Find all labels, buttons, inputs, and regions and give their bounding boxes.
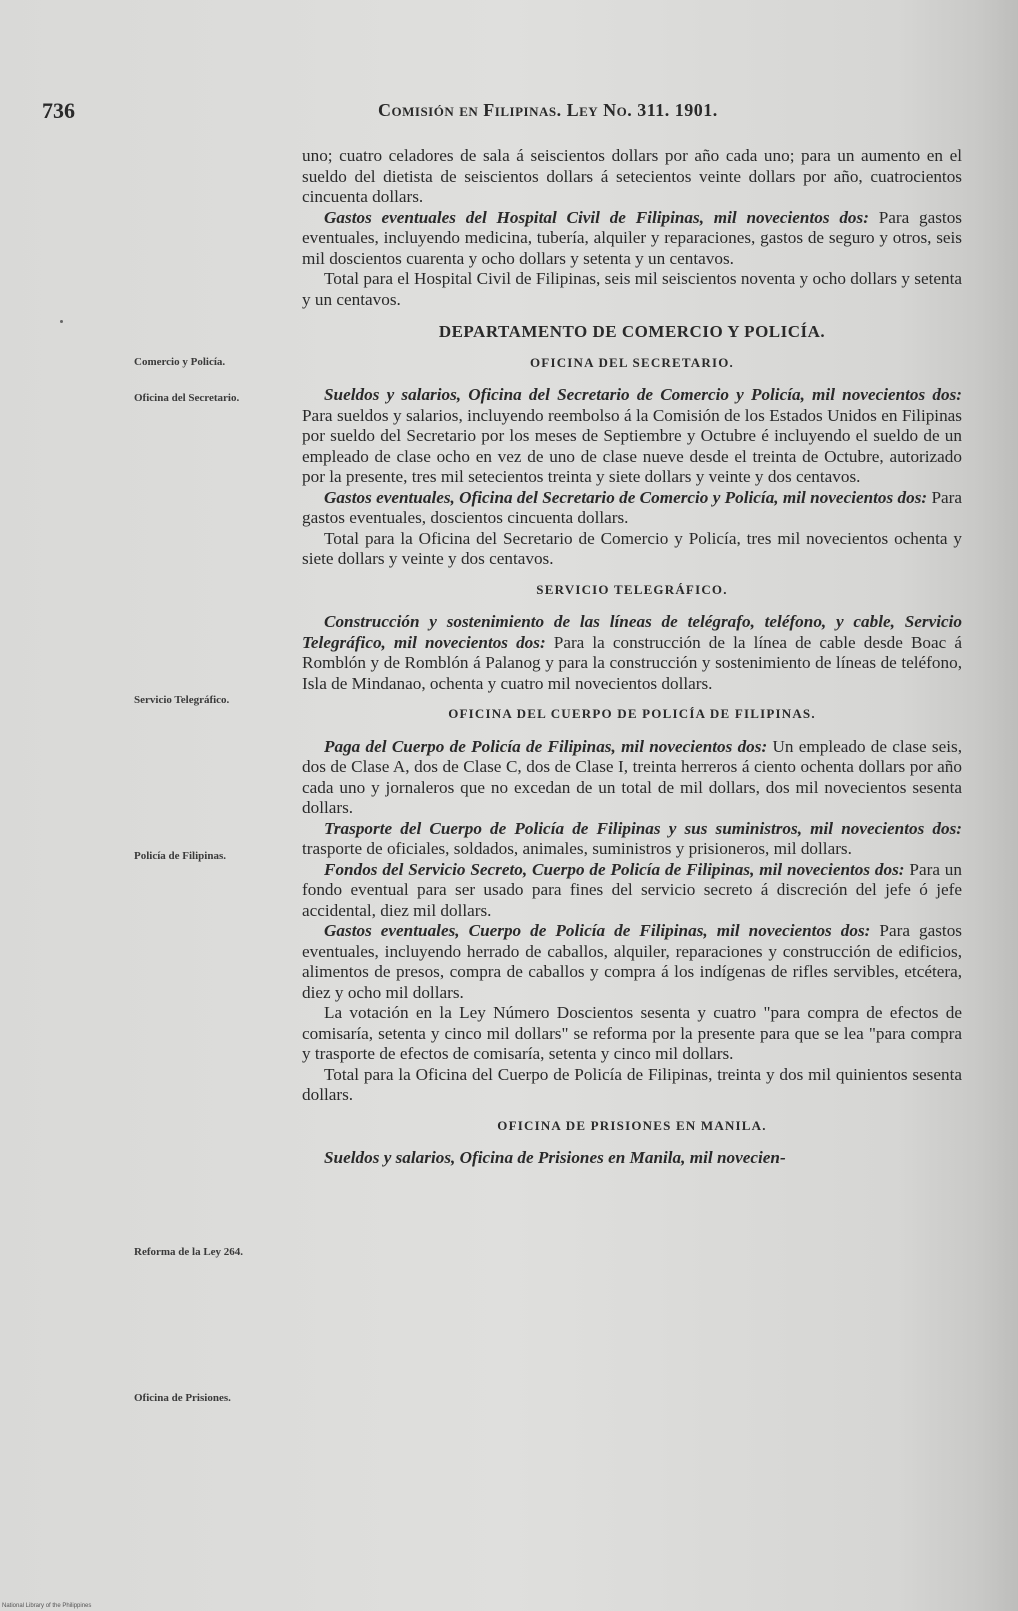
footer-credit: National Library of the Philippines	[2, 1603, 92, 1609]
paragraph	[302, 612, 962, 694]
section-heading: SERVICIO TELEGRÁFICO.	[536, 581, 728, 597]
section-heading: OFICINA DEL SECRETARIO.	[530, 354, 734, 370]
margin-note-secretario: Oficina del Secretario.	[134, 392, 240, 404]
paragraph-body: Para sueldos y salarios, incluyendo reembolso á la Comisión de los Estados Unidos en Filipinas por sueldo del Secretario por los meses de Septiembre y Octubre é incluyendo el sueldo de un empleado de clase ocho en vez de uno de clase nueve desde el treinta de Octubre, autorizado por la presente, tres mil setecientos treinta y siete dollars y veinte y dos centavos.	[302, 405, 962, 486]
paragraph-body: Para la construcción de la línea de cable desde Boac á Romblón y de Romblón á Palanog y para la construcción y sostenimiento de líneas de teléfono, Isla de Mindanao, ochenta y cuatro mil novecientos dollars.	[302, 632, 962, 693]
paragraph-body: trasporte de oficiales, soldados, animales, suministros y prisioneros, mil dollars.	[302, 839, 852, 858]
paragraph-body: Para gastos eventuales, incluyendo medicina, tubería, alquiler y reparaciones, gastos de seguro y otros, seis mil doscientos cuarenta y ocho dollars y setenta y un centavos.	[302, 207, 962, 268]
page-header	[0, 98, 1018, 128]
page-number: 736	[42, 98, 75, 123]
paragraph-title: Sueldos y salarios, Oficina de Prisiones en Manila, mil novecien-	[324, 1148, 786, 1167]
paragraph-body: Para gastos eventuales, incluyendo herrado de caballos, alquiler, reparaciones y construcción de edificios, alimentos de presos, compra de caballos y compra á los indígenas de rifles servibles, etcétera, diez y ocho mil dollars.	[302, 921, 962, 1002]
paragraph-body: Para un fondo eventual para ser usado para fines del servicio secreto á discreción del jefe ó jefe accidental, diez mil dollars.	[302, 859, 962, 920]
paragraph-title: Trasporte del Cuerpo de Policía de Filipinas y sus suministros, mil novecientos dos:	[324, 818, 962, 838]
margin-note-comercio: Comercio y Policía.	[134, 356, 226, 368]
paragraph-title: Sueldos y salarios, Oficina del Secretario de Comercio y Policía, mil novecientos dos:	[324, 385, 962, 404]
margin-note-reforma: Reforma de la Ley 264.	[134, 1246, 244, 1258]
paragraph	[302, 819, 962, 860]
running-head: Comisión en Filipinas. Ley No. 311. 1901.	[378, 100, 718, 120]
paragraph-body: Para gastos eventuales, doscientos cincuenta dollars.	[302, 487, 962, 527]
paragraph-title: Fondos del Servicio Secreto, Cuerpo de Policía de Filipinas, mil novecientos dos:	[324, 859, 905, 879]
margin-note-telegrafico: Servicio Telegráfico.	[134, 694, 230, 706]
paragraph: La votación en la Ley Número Doscientos sesenta y cuatro "para compra de efectos de comisaría, setenta y cinco mil dollars" se reforma por la presente para que se lea "para compra y trasporte de efectos de comisaría, setenta y cinco mil dollars.	[302, 1003, 962, 1063]
paragraph-body: Un empleado de clase seis, dos de Clase A, dos de Clase C, dos de Clase I, treinta herreros á ciento ochenta dollars por año cada uno y jornaleros que no excedan de un total de mil dollars, dos mil novecientos sesenta dollars.	[302, 736, 962, 817]
section-heading: OFICINA DEL CUERPO DE POLICÍA DE FILIPINAS.	[448, 706, 816, 721]
paragraph	[302, 488, 962, 529]
section-heading: OFICINA DE PRISIONES EN MANILA.	[497, 1117, 767, 1133]
main-text	[302, 146, 962, 1169]
margin-note-policia: Policía de Filipinas.	[134, 850, 226, 862]
paragraph	[302, 385, 962, 488]
paragraph: uno; cuatro celadores de sala á seiscientos dollars por año cada uno; para un aumento en el sueldo del dietista de seiscientos dollars á setecientos veinte dollars por año, cuatrocientos cincuenta dollars.	[302, 146, 962, 206]
paragraph: Total para la Oficina del Cuerpo de Policía de Filipinas, treinta y dos mil quinientos sesenta dollars.	[302, 1064, 962, 1104]
paragraph-title: Gastos eventuales, Oficina del Secretario de Comercio y Policía, mil novecientos dos:	[324, 487, 928, 507]
paragraph-title: Gastos eventuales del Hospital Civil de Filipinas, mil novecientos dos:	[324, 207, 869, 227]
paragraph-title: Gastos eventuales, Cuerpo de Policía de Filipinas, mil novecientos dos:	[324, 921, 871, 940]
paragraph-title: Construcción y sostenimiento de las líneas de telégrafo, teléfono, y cable, Servicio Telegráfico, mil novecientos dos:	[302, 612, 962, 652]
paragraph-title: Paga del Cuerpo de Policía de Filipinas, mil novecientos dos:	[324, 736, 768, 756]
department-heading: DEPARTAMENTO DE COMERCIO Y POLICÍA.	[438, 322, 826, 341]
paragraph: Total para la Oficina del Secretario de Comercio y Policía, tres mil novecientos ochenta y siete dollars y veinte y dos centavos.	[302, 528, 962, 568]
paragraph	[302, 1148, 962, 1169]
paragraph	[302, 921, 962, 1003]
paragraph	[302, 860, 962, 922]
paragraph	[302, 737, 962, 819]
speck	[60, 320, 63, 323]
paragraph	[302, 208, 962, 270]
margin-note-prisiones: Oficina de Prisiones.	[134, 1392, 231, 1404]
paragraph: Total para el Hospital Civil de Filipinas, seis mil seiscientos noventa y ocho dollars y setenta y un centavos.	[302, 269, 962, 309]
